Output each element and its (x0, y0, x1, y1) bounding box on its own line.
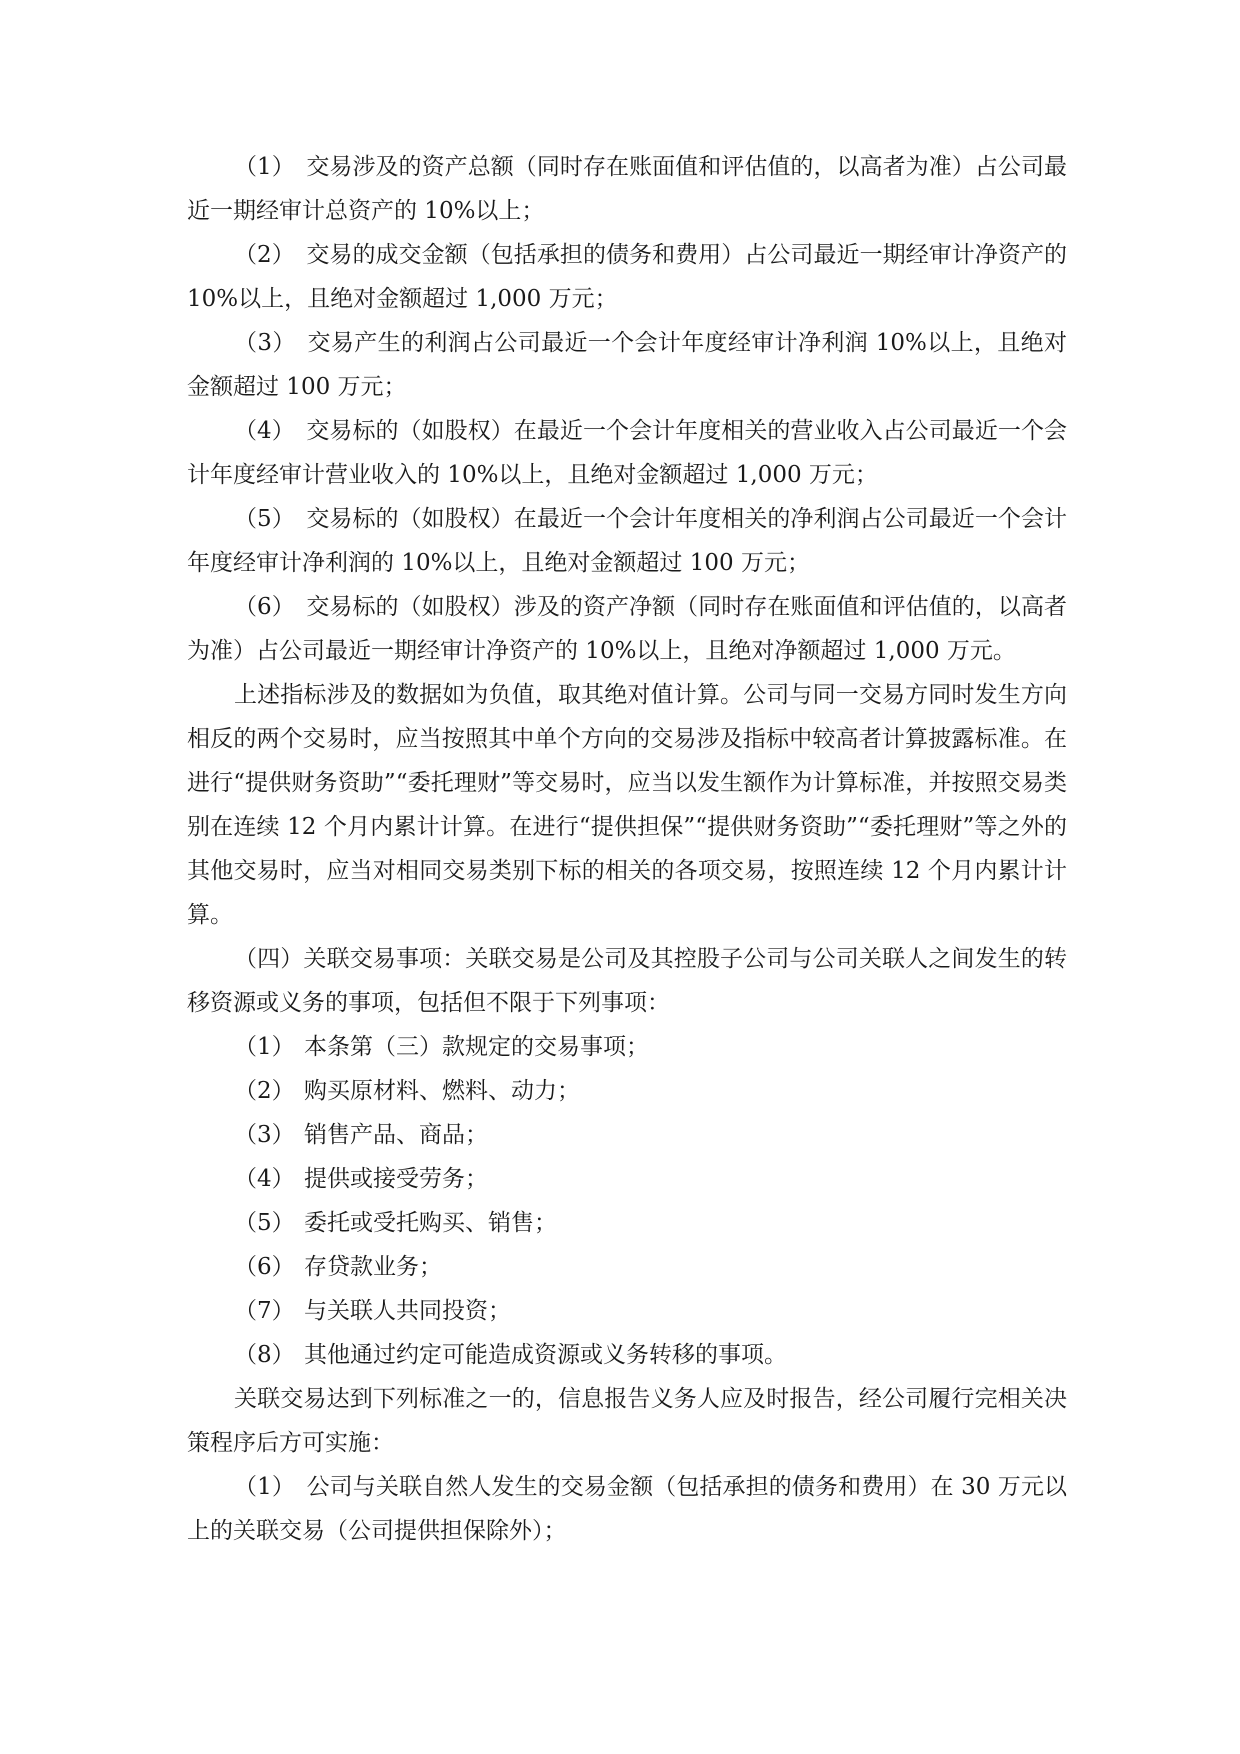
paragraph-criterion-5: （5） 交易标的（如股权）在最近一个会计年度相关的净利润占公司最近一个会计年度经审计净利润的 10%以上，且绝对金额超过 100 万元； (187, 506, 1067, 576)
list-item (187, 1333, 1067, 1377)
list-item-number: （8） (234, 1342, 295, 1368)
list-item (187, 1069, 1067, 1113)
list-item-number: （5） (234, 1210, 295, 1236)
list-item (187, 1245, 1067, 1289)
list-item-number: （4） (234, 1166, 295, 1192)
list-item-text: 与关联人共同投资； (304, 1298, 511, 1324)
paragraph-criterion-1: （1） 交易涉及的资产总额（同时存在账面值和评估值的，以高者为准）占公司最近一期经审计总资产的 10%以上； (187, 154, 1067, 224)
list-item-number: （7） (234, 1298, 295, 1324)
related-party-items-list (187, 1025, 1067, 1377)
list-item-text: 存贷款业务； (304, 1254, 442, 1280)
list-item-text: 委托或受托购买、销售； (304, 1210, 557, 1236)
paragraph-criterion-4: （4） 交易标的（如股权）在最近一个会计年度相关的营业收入占公司最近一个会计年度经审计营业收入的 10%以上，且绝对金额超过 1,000 万元； (187, 418, 1067, 488)
list-item-text: 提供或接受劳务； (304, 1166, 488, 1192)
list-item-text: 购买原材料、燃料、动力； (304, 1078, 580, 1104)
list-item-text: 销售产品、商品； (304, 1122, 488, 1148)
list-item (187, 1289, 1067, 1333)
list-item-text: 本条第（三）款规定的交易事项； (304, 1034, 649, 1060)
list-item (187, 1157, 1067, 1201)
paragraph-reporting-standards: 关联交易达到下列标准之一的，信息报告义务人应及时报告，经公司履行完相关决策程序后方可实施： (187, 1386, 1067, 1456)
list-item-text: 其他通过约定可能造成资源或义务转移的事项。 (304, 1342, 787, 1368)
list-item-number: （2） (234, 1078, 295, 1104)
paragraph-related-party-definition: （四）关联交易事项：关联交易是公司及其控股子公司与公司关联人之间发生的转移资源或义务的事项，包括但不限于下列事项： (187, 946, 1067, 1016)
paragraph-criterion-3: （3） 交易产生的利润占公司最近一个会计年度经审计净利润 10%以上，且绝对金额超过 100 万元； (187, 330, 1067, 400)
paragraph-calculation-note: 上述指标涉及的数据如为负值，取其绝对值计算。公司与同一交易方同时发生方向相反的两个交易时，应当按照其中单个方向的交易涉及指标中较高者计算披露标准。在进行“提供财务资助”“委托理财”等交易时，应当以发生额作为计算标准，并按照交易类别在连续 12 个月内累计计算。在进行“提供担保”“提供财务资助”“委托理财”等之外的其他交易时，应当对相同交易类别下标的相关的各项交易，按照连续 12 个月内累计计算。 (187, 682, 1067, 928)
list-item-number: （6） (234, 1254, 295, 1280)
paragraph-criterion-2: （2） 交易的成交金额（包括承担的债务和费用）占公司最近一期经审计净资产的 10%以上，且绝对金额超过 1,000 万元； (187, 242, 1067, 312)
list-item-number: （3） (234, 1122, 295, 1148)
list-item (187, 1025, 1067, 1069)
list-item-number: （1） (234, 1034, 295, 1060)
list-item (187, 1201, 1067, 1245)
paragraph-standard-1: （1） 公司与关联自然人发生的交易金额（包括承担的债务和费用）在 30 万元以上的关联交易（公司提供担保除外）； (187, 1474, 1067, 1544)
paragraph-criterion-6: （6） 交易标的（如股权）涉及的资产净额（同时存在账面值和评估值的，以高者为准）占公司最近一期经审计净资产的 10%以上，且绝对净额超过 1,000 万元。 (187, 594, 1067, 664)
document-page (187, 145, 1067, 1553)
list-item (187, 1113, 1067, 1157)
